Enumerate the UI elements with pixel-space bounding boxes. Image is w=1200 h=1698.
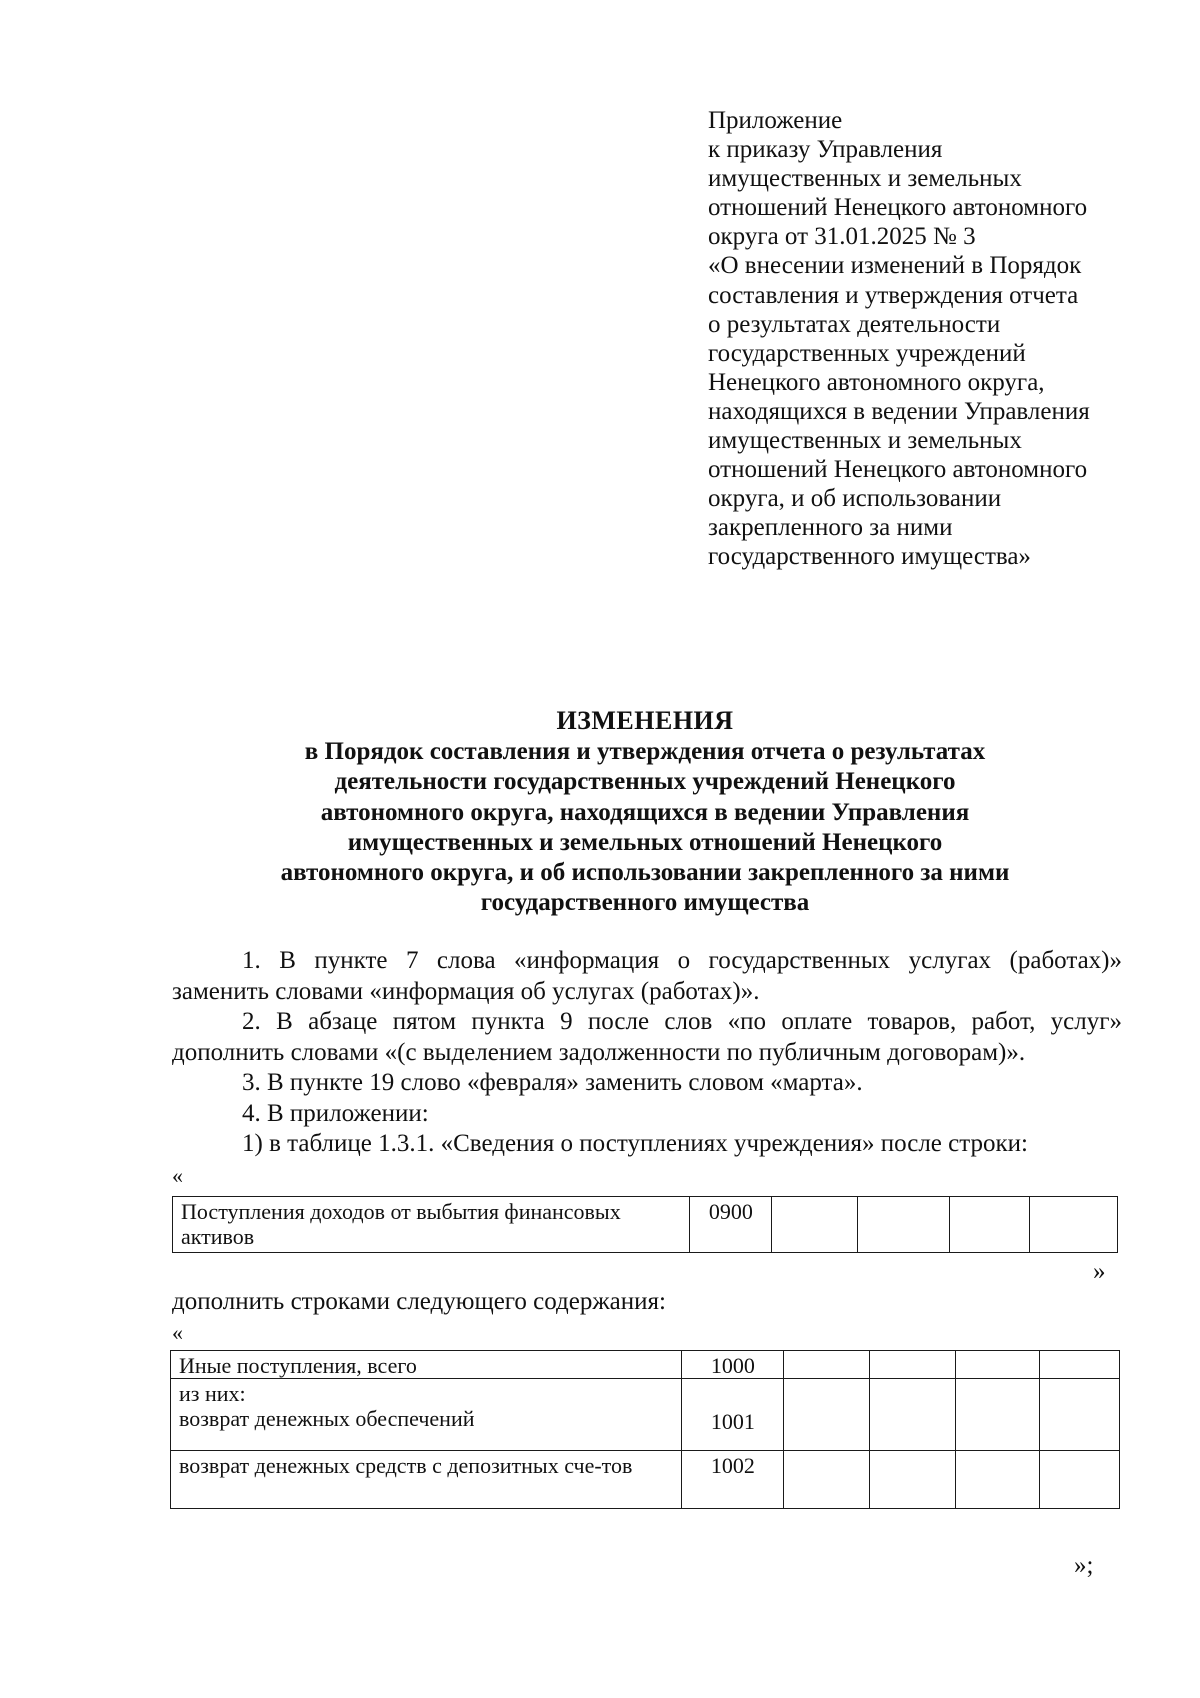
close-quote-2: »; [1074,1552,1094,1579]
appendix-line: государственных учреждений [708,339,1026,367]
supplement-line: дополнить строками следующего содержания: [172,1288,666,1315]
empty-cell [870,1451,956,1509]
title-heading: ИЗМЕНЕНИЯ [556,706,734,735]
row-name: Поступления доходов от выбытия финансовых активов [173,1197,690,1253]
appendix-line: Ненецкого автономного округа, [708,368,1045,396]
appendix-line: находящихся в ведении Управления [708,397,1090,425]
appendix-line: имущественных и земельных [708,427,1022,455]
empty-cell [858,1197,950,1253]
row-code: 1002 [682,1451,784,1509]
table-after-row [172,1196,1118,1253]
item-4: 4. В приложении: [242,1099,429,1127]
item-2-line-1: 2. В абзаце пятом пункта 9 после слов «по оплате товаров, работ, услуг» [242,1008,1122,1035]
title-line: автономного округа, находящихся в ведении Управления [320,798,970,826]
table-new-rows [170,1350,1120,1509]
close-quote-1: » [1093,1258,1106,1285]
empty-cell [1030,1197,1118,1253]
item-1-line-2: заменить словами «информация об услугах (работах)». [172,977,760,1005]
appendix-line: имущественных и земельных [708,165,1022,193]
row-name-line: из них: [179,1381,246,1406]
appendix-line: «О внесении изменений в Порядок [708,252,1082,280]
appendix-line: к приказу Управления [708,136,943,164]
appendix-line: отношений Ненецкого автономного [708,194,1088,222]
appendix-line: составления и утверждения отчета [708,281,1079,309]
open-quote-2: « [172,1320,183,1345]
empty-cell [870,1379,956,1451]
empty-cell [956,1351,1040,1379]
appendix-line: округа, и об использовании [708,485,1002,513]
title-line: имущественных и земельных отношений Ненецкого [347,828,943,856]
title-line: в Порядок составления и утверждения отчета о результатах [304,738,986,766]
row-code: 1000 [682,1351,784,1379]
table-row [171,1379,1120,1451]
appendix-block [708,106,1148,572]
appendix-line: Приложение [708,107,843,134]
row-name-line: возврат денежных обеспечений [179,1406,475,1431]
empty-cell [956,1451,1040,1509]
table-row [171,1451,1120,1509]
empty-cell [1040,1379,1120,1451]
row-code: 1001 [682,1379,784,1451]
subitem-1: 1) в таблице 1.3.1. «Сведения о поступлениях учреждения» после строки: [242,1130,1028,1157]
empty-cell [784,1351,870,1379]
title-line: деятельности государственных учреждений Ненецкого [334,768,956,796]
document-title [170,706,1120,918]
row-code: 0900 [690,1197,772,1253]
open-quote-1: « [172,1163,183,1188]
body-text [172,946,1122,1160]
empty-cell [1040,1451,1120,1509]
appendix-line: отношений Ненецкого автономного [708,456,1088,484]
row-name: Иные поступления, всего [171,1351,682,1379]
item-1-line-1: 1. В пункте 7 слова «информация о государственных услугах (работах)» [242,947,1122,974]
row-name [171,1379,682,1451]
item-2-line-2: дополнить словами «(с выделением задолженности по публичным договорам)». [172,1038,1026,1066]
appendix-line: закрепленного за ними [708,514,953,542]
table-row [173,1197,1118,1253]
title-line: государственного имущества [480,889,810,917]
item-3: 3. В пункте 19 слово «февраля» заменить словом «марта». [242,1069,863,1096]
empty-cell [870,1351,956,1379]
appendix-line: государственного имущества» [708,543,1031,571]
empty-cell [1040,1351,1120,1379]
empty-cell [772,1197,858,1253]
appendix-line: о результатах деятельности [708,310,1001,338]
empty-cell [950,1197,1030,1253]
appendix-line: округа от 31.01.2025 № 3 [708,223,976,251]
row-name: возврат денежных средств с депозитных сче-тов [171,1451,682,1509]
title-line: автономного округа, и об использовании закрепленного за ними [280,859,1010,887]
empty-cell [784,1379,870,1451]
empty-cell [784,1451,870,1509]
empty-cell [956,1379,1040,1451]
table-row [171,1351,1120,1379]
